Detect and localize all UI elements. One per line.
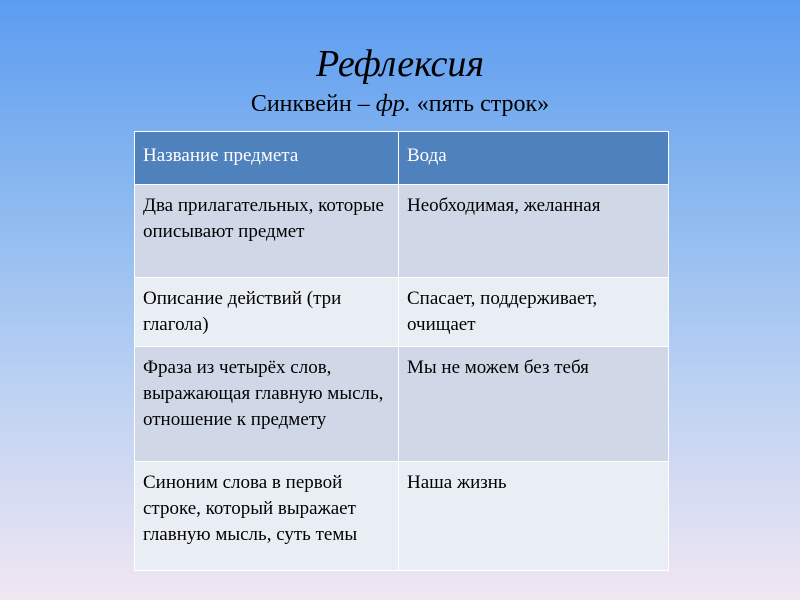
row-label-cell: Описание действий (три глагола) [135, 278, 399, 347]
subtitle-text: Синквейн – [250, 91, 376, 117]
table-row [135, 462, 669, 571]
slide-title: Рефлексия [315, 43, 485, 85]
table-row [135, 185, 669, 278]
subtitle-abbreviation: фр. [375, 91, 411, 117]
table-row [135, 347, 669, 462]
row-value-cell: Наша жизнь [399, 462, 669, 571]
row-label-cell: Фраза из четырёх слов, выражающая главную мысль, отношение к предмету [135, 347, 399, 462]
syncwine-table [134, 131, 669, 571]
table-row [135, 278, 669, 347]
table-header-row [135, 132, 669, 185]
row-value-cell: Необходимая, желанная [399, 185, 669, 278]
row-label-cell: Два прилагательных, которые описывают предмет [135, 185, 399, 278]
header-cell-value: Вода [399, 132, 669, 185]
header-cell-subject: Название предмета [135, 132, 399, 185]
row-value-cell: Спасает, поддерживает, очищает [399, 278, 669, 347]
subtitle-quote: «пять строк» [410, 91, 550, 117]
row-value-cell: Мы не можем без тебя [399, 347, 669, 462]
slide-subtitle [0, 88, 800, 120]
row-label-cell: Синоним слова в первой строке, который выражает главную мысль, суть темы [135, 462, 399, 571]
